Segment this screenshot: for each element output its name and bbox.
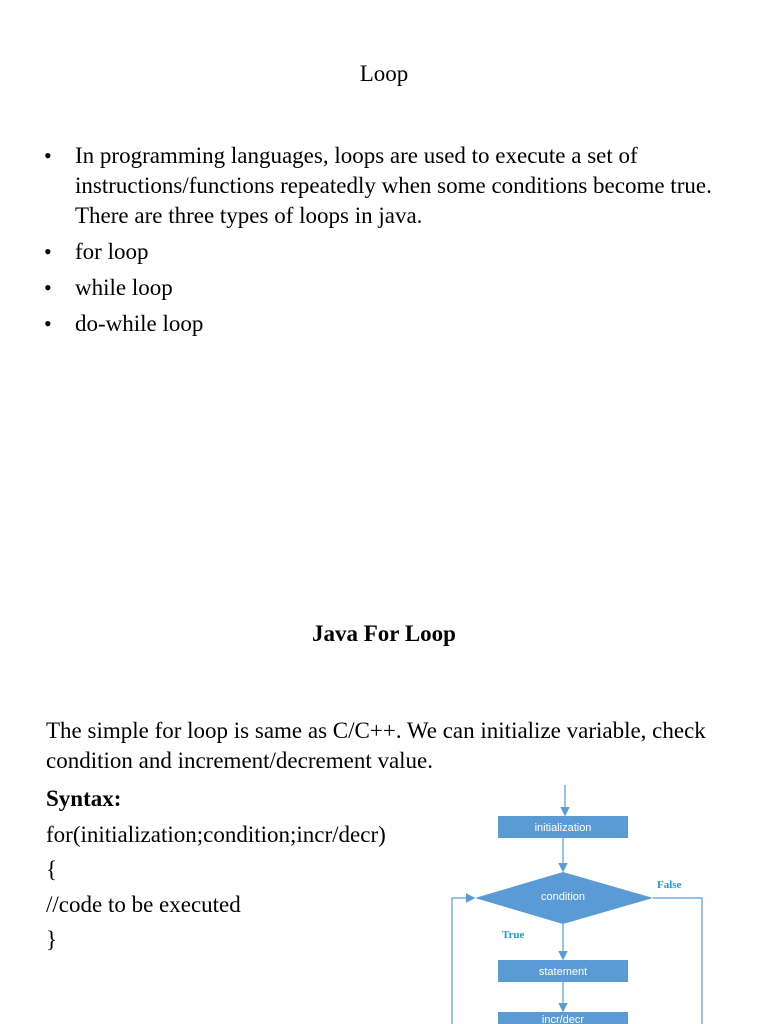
false-path: [653, 898, 702, 1024]
code-line: {: [46, 857, 58, 882]
statement-label: statement: [538, 966, 588, 978]
slide-title: Loop: [359, 61, 409, 86]
section-title: Java For Loop: [312, 621, 456, 646]
incr-decr-label: incr/decr: [541, 1014, 585, 1024]
bullet-item: • while loop: [44, 273, 744, 303]
bullet-icon: •: [44, 311, 52, 336]
intro-paragraph: The simple for loop is same as C/C++. We can initialize variable, check condition and increment/decrement value.: [46, 718, 706, 773]
for-loop-flowchart: [430, 780, 730, 1024]
bullet-icon: •: [44, 275, 52, 300]
code-line: //code to be executed: [46, 892, 241, 917]
initialization-label: initialization: [534, 822, 592, 834]
bullet-icon: •: [44, 143, 52, 168]
code-line: for(initialization;condition;incr/decr): [46, 822, 386, 847]
bullet-item: • do-while loop: [44, 309, 744, 339]
bullet-item: • In programming languages, loops are used to execute a set of instructions/functions repeatedly when some conditions become true. There are three types of loops in java.: [44, 143, 712, 228]
bullet-icon: •: [44, 239, 52, 264]
bullet-item: • for loop: [44, 237, 744, 267]
false-label: False: [657, 879, 682, 891]
true-label: True: [502, 929, 525, 941]
code-line: }: [46, 927, 58, 952]
condition-label: condition: [540, 891, 586, 903]
loop-back-path: [452, 898, 473, 1024]
syntax-label: Syntax:: [46, 786, 122, 811]
bullet-list: [44, 141, 744, 345]
